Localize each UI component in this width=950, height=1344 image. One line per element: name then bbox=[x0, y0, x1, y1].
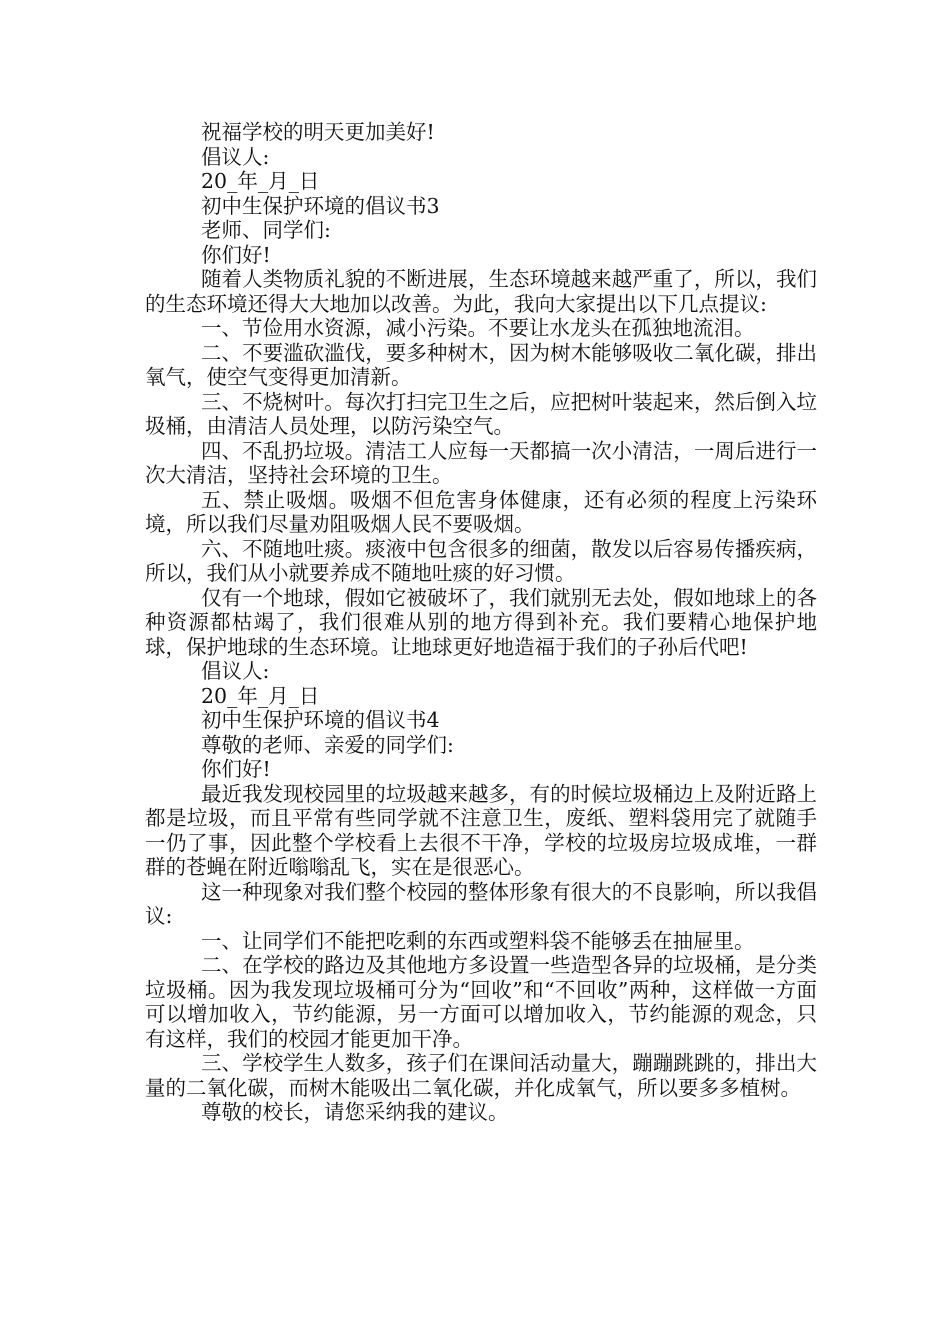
paragraph: 随着人类物质礼貌的不断进展，生态环境越来越严重了，所以，我们的生态环境还得大大地加以改善。为此，我向大家提出以下几点提议: bbox=[145, 267, 817, 316]
salutation: 尊敬的老师、亲爱的同学们: bbox=[201, 732, 454, 757]
paragraph: 一、节俭用水资源，减小污染。不要让水龙头在孤独地流泪。 bbox=[201, 316, 755, 340]
paragraph: 三、学校学生人数多，孩子们在课间活动量大，蹦蹦跳跳的，排出大量的二氧化碳，而树木能吸出二氧化碳，并化成氧气，所以要多多植树。 bbox=[145, 1051, 817, 1100]
greeting: 你们好! bbox=[201, 757, 271, 781]
date-line: 20_年_月_日 bbox=[201, 169, 320, 193]
paragraph: 仅有一个地球，假如它被破坏了，我们就别无去处，假如地球上的各种资源都枯竭了，我们很难从别的地方得到补充。我们要精心地保护地球，保护地球的生态环境。让地球更好地造福于我们的子孙后代吧! bbox=[145, 585, 817, 659]
closing-wish: 祝福学校的明天更加美好! bbox=[201, 120, 435, 144]
paragraph: 六、不随地吐痰。痰液中包含很多的细菌，散发以后容易传播疾病，所以，我们从小就要养成不随地吐痰的好习惯。 bbox=[145, 536, 817, 585]
paragraph: 二、在学校的路边及其他地方多设置一些造型各异的垃圾桶，是分类垃圾桶。因为我发现垃圾桶可分为“回收”和“不回收”两种，这样做一方面可以增加收入，节约能源，另一方面可以增加收入，节约能源的观念，只有这样，我们的校园才能更加干净。 bbox=[145, 953, 817, 1051]
greeting: 你们好! bbox=[201, 242, 271, 267]
paragraph: 一、让同学们不能把吃剩的东西或塑料袋不能够丢在抽屉里。 bbox=[201, 928, 755, 953]
section-title: 初中生保护环境的倡议书3 bbox=[201, 193, 440, 218]
section-title: 初中生保护环境的倡议书4 bbox=[201, 708, 440, 732]
paragraph: 最近我发现校园里的垃圾越来越多，有的时候垃圾桶边上及附近路上都是垃圾，而且平常有些同学就不注意卫生，废纸、塑料袋用完了就随手一仍了事，因此整个学校看上去很不干净，学校的垃圾房垃圾成堆，一群群的苍蝇在附近嗡嗡乱飞，实在是很恶心。 bbox=[145, 781, 817, 879]
salutation: 老师、同学们: bbox=[201, 218, 331, 242]
paragraph: 二、不要滥砍滥伐，要多种树木，因为树木能够吸收二氧化碳，排出氧气，使空气变得更加清新。 bbox=[145, 340, 817, 389]
paragraph: 五、禁止吸烟。吸烟不但危害身体健康，还有必须的程度上污染环境，所以我们尽量劝阻吸烟人民不要吸烟。 bbox=[145, 487, 817, 536]
paragraph: 这一种现象对我们整个校园的整体形象有很大的不良影响，所以我倡议: bbox=[145, 879, 817, 928]
document-page bbox=[145, 120, 817, 1125]
date-line: 20_年_月_日 bbox=[201, 683, 320, 708]
signature-label: 倡议人: bbox=[201, 144, 270, 169]
signature-label: 倡议人: bbox=[201, 659, 270, 683]
paragraph: 四、不乱扔垃圾。清洁工人应每一天都搞一次小清洁，一周后进行一次大清洁，坚持社会环境的卫生。 bbox=[145, 438, 817, 487]
paragraph: 三、不烧树叶。每次打扫完卫生之后，应把树叶装起来，然后倒入垃圾桶，由清洁人员处理，以防污染空气。 bbox=[145, 389, 817, 438]
paragraph: 尊敬的校长，请您采纳我的建议。 bbox=[201, 1100, 509, 1124]
